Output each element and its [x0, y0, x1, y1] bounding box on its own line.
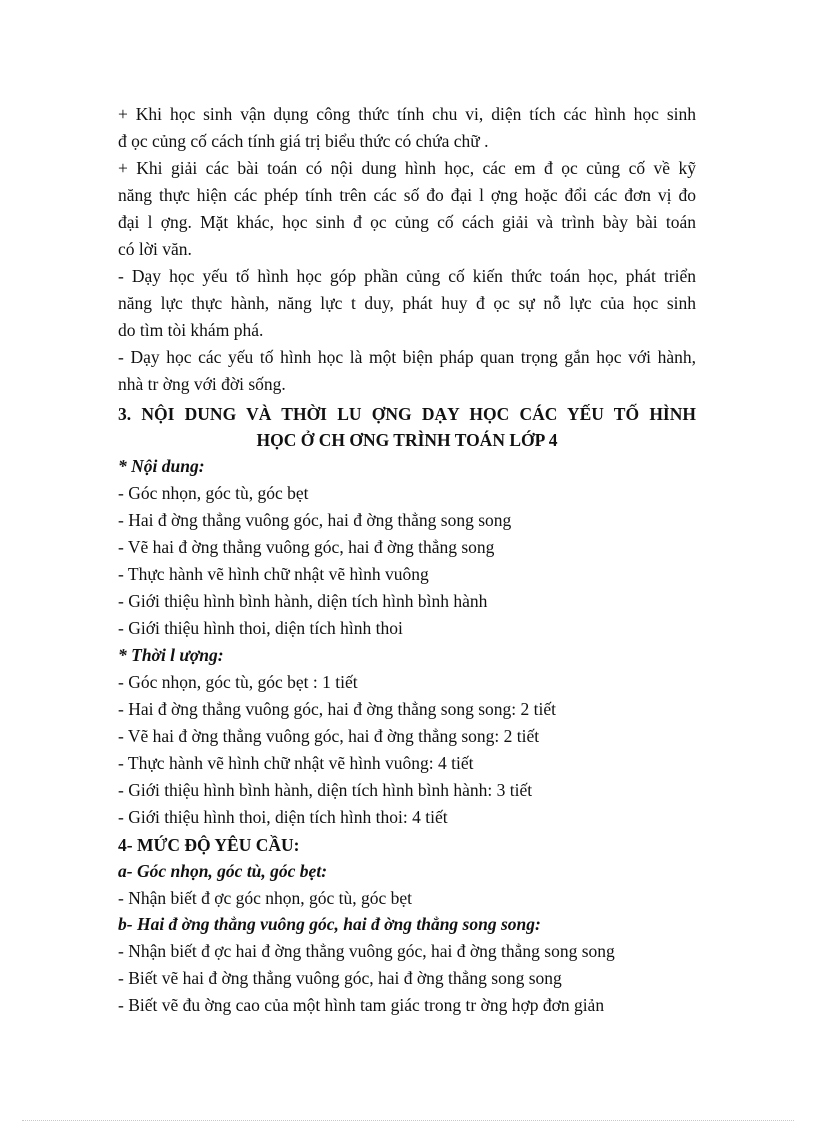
page-bottom-divider [22, 1120, 794, 1121]
paragraph-line: đại l ợng. Mặt khác, học sinh đ ọc củng cố cách giải và trình bày bài toán [118, 212, 696, 232]
subheading-content: * Nội dung: [118, 456, 205, 476]
list-item: - Thực hành vẽ hình chữ nhật vẽ hình vuông [118, 564, 429, 584]
paragraph-line: - Dạy học yếu tố hình học góp phần củng cố kiến thức toán học, phát triển [118, 266, 696, 286]
list-item: - Thực hành vẽ hình chữ nhật vẽ hình vuông: 4 tiết [118, 753, 474, 773]
paragraph-line: do tìm tòi khám phá. [118, 320, 264, 340]
list-item: - Giới thiệu hình thoi, diện tích hình thoi [118, 618, 403, 638]
list-item: - Vẽ hai đ ờng thẳng vuông góc, hai đ ờng thẳng song: 2 tiết [118, 726, 540, 746]
paragraph-line: năng lực thực hành, năng lực t duy, phát huy đ ọc sự nỗ lực của học sinh [118, 293, 696, 313]
section-heading: 4- MỨC ĐỘ YÊU CẦU: [118, 835, 300, 855]
subheading: a- Góc nhọn, góc tù, góc bẹt: [118, 861, 328, 881]
paragraph-line: + Khi học sinh vận dụng công thức tính chu vi, diện tích các hình học sinh [118, 104, 696, 124]
paragraph-line: có lời văn. [118, 239, 192, 259]
list-item: - Biết vẽ đu ờng cao của một hình tam giác trong tr ờng hợp đơn giản [118, 995, 605, 1015]
paragraph-line: + Khi giải các bài toán có nội dung hình học, các em đ ọc củng cố về kỹ [118, 158, 696, 178]
list-item: - Giới thiệu hình bình hành, diện tích hình bình hành: 3 tiết [118, 780, 533, 800]
list-item: - Hai đ ờng thẳng vuông góc, hai đ ờng thẳng song song: 2 tiết [118, 699, 556, 719]
list-item: - Góc nhọn, góc tù, góc bẹt : 1 tiết [118, 672, 358, 692]
paragraph-line: - Dạy học các yếu tố hình học là một biện pháp quan trọng gắn học với hành, [118, 347, 696, 367]
section-heading: 3. NỘI DUNG VÀ THỜI LU ỢNG DẠY HỌC CÁC YẾU TỐ HÌNH [118, 404, 696, 424]
subheading: b- Hai đ ờng thẳng vuông góc, hai đ ờng thẳng song song: [118, 914, 541, 934]
list-item: - Vẽ hai đ ờng thẳng vuông góc, hai đ ờng thẳng song [118, 537, 495, 557]
list-item: - Giới thiệu hình bình hành, diện tích hình bình hành [118, 591, 488, 611]
list-item: - Góc nhọn, góc tù, góc bẹt [118, 483, 309, 503]
list-item: - Hai đ ờng thẳng vuông góc, hai đ ờng thẳng song song [118, 510, 512, 530]
paragraph-line: nhà tr ờng với đời sống. [118, 374, 286, 394]
paragraph-line: năng thực hiện các phép tính trên các số đo đại l ợng hoặc đổi các đơn vị đo [118, 185, 696, 205]
paragraph-line: đ ọc củng cố cách tính giá trị biểu thức có chứa chữ . [118, 131, 489, 151]
list-item: - Biết vẽ hai đ ờng thẳng vuông góc, hai đ ờng thẳng song song [118, 968, 562, 988]
list-item: - Nhận biết đ ợc góc nhọn, góc tù, góc bẹt [118, 888, 413, 908]
list-item: - Giới thiệu hình thoi, diện tích hình thoi: 4 tiết [118, 807, 448, 827]
subheading-duration: * Thời l ượng: [118, 645, 224, 665]
section-heading-continuation: HỌC Ở CH ƠNG TRÌNH TOÁN LỚP 4 [256, 430, 558, 450]
list-item: - Nhận biết đ ợc hai đ ờng thẳng vuông góc, hai đ ờng thẳng song song [118, 941, 615, 961]
